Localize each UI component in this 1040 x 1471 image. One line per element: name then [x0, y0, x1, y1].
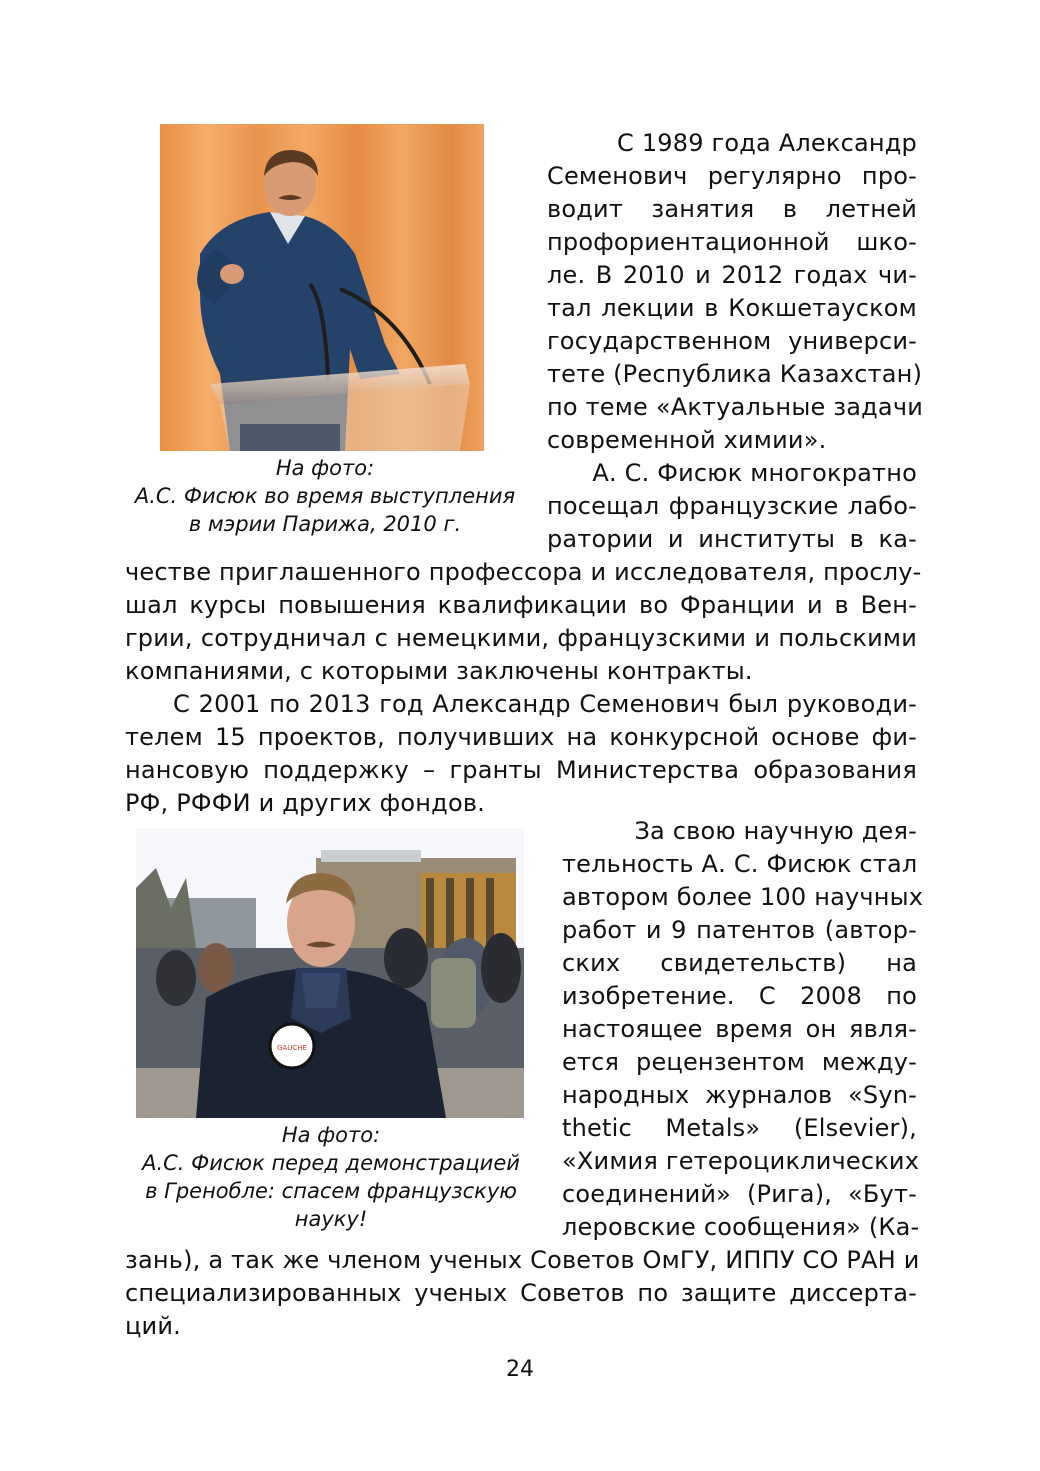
p2-line: А. С. Фисюк многократно: [592, 459, 917, 487]
p4-line: народных журналов «Syn-: [562, 1081, 917, 1109]
p4-line: ских свидетельств) на: [562, 949, 917, 977]
page-number: 24: [506, 1357, 534, 1382]
p1-line: С 1989 года Александр: [617, 129, 917, 157]
photo2-caption-line-3: в Гренобле: спасем французскую: [145, 1179, 517, 1203]
p4-line: зань), а так же членом ученых Советов ОмГУ, ИППУ СО РАН и: [125, 1246, 920, 1274]
p2-line: грии, сотрудничал с немецкими, французскими и польскими: [125, 624, 917, 652]
p3-line: нансовую поддержку – гранты Министерства образования: [125, 756, 917, 784]
p1-line: современной химии».: [547, 426, 827, 454]
p1-line: тете (Республика Казахстан): [547, 360, 923, 388]
p4-line: изобретение. С 2008 по: [562, 982, 917, 1010]
p2-line: посещал французские лабо-: [547, 492, 917, 520]
p4-line: ется рецензентом между-: [562, 1048, 917, 1076]
p1-line: водит занятия в летней: [547, 195, 917, 223]
p4-line: thetic Metals» (Elsevier),: [562, 1114, 917, 1142]
p4-line: ций.: [125, 1312, 181, 1340]
photo1-caption-line-3: в мэрии Парижа, 2010 г.: [188, 512, 462, 536]
p1-line: по теме «Актуальные задачи: [547, 393, 924, 421]
p2-line: ратории и институты в ка-: [547, 525, 917, 553]
p4-line: работ и 9 патентов (автор-: [562, 916, 917, 944]
p2-line: компаниями, с которыми заключены контракты.: [125, 657, 753, 685]
photo2-caption-line-2: А.С. Фисюк перед демонстрацией: [142, 1151, 520, 1175]
p4-line: леровские сообщения» (Ка-: [562, 1213, 920, 1241]
p4-line: специализированных ученых Советов по защите диссерта-: [125, 1279, 917, 1307]
p4-line: тельность А. С. Фисюк стал: [562, 850, 918, 878]
p4-line: настоящее время он явля-: [562, 1015, 917, 1043]
photo1-caption-line-2: А.С. Фисюк во время выступления: [134, 484, 516, 508]
protest-badge-text: GAUCHE: [277, 1044, 307, 1052]
p4-line: автором более 100 научных: [562, 883, 924, 911]
p2-line: шал курсы повышения квалификации во Франции и в Вен-: [125, 591, 917, 619]
photo2-caption-line-1: На фото:: [281, 1123, 381, 1147]
p3-line: С 2001 по 2013 год Александр Семенович был руководи-: [173, 690, 917, 718]
p1-line: ле. В 2010 и 2012 годах чи-: [547, 261, 917, 289]
p4-line: «Химия гетероциклических: [562, 1147, 920, 1175]
p1-line: государственном универси-: [547, 327, 917, 355]
p4-line: За свою научную дея-: [634, 817, 917, 845]
p4-line: соединений» (Рига), «Бут-: [562, 1180, 917, 1208]
photo1-caption-line-1: На фото:: [275, 456, 375, 480]
photo-speaker-at-podium: [160, 124, 484, 451]
p2-line: честве приглашенного профессора и исследователя, прослу-: [125, 558, 922, 586]
photo2-caption-line-4: науку!: [294, 1207, 368, 1231]
p1-line: тал лекции в Кокшетауском: [547, 294, 917, 322]
p3-line: РФ, РФФИ и других фондов.: [125, 789, 486, 817]
photo-demonstration-grenoble: [136, 828, 524, 1118]
p1-line: профориентационной шко-: [547, 228, 917, 256]
p1-line: Семенович регулярно про-: [547, 162, 917, 190]
p3-line: телем 15 проектов, получивших на конкурсной основе фи-: [125, 723, 917, 751]
